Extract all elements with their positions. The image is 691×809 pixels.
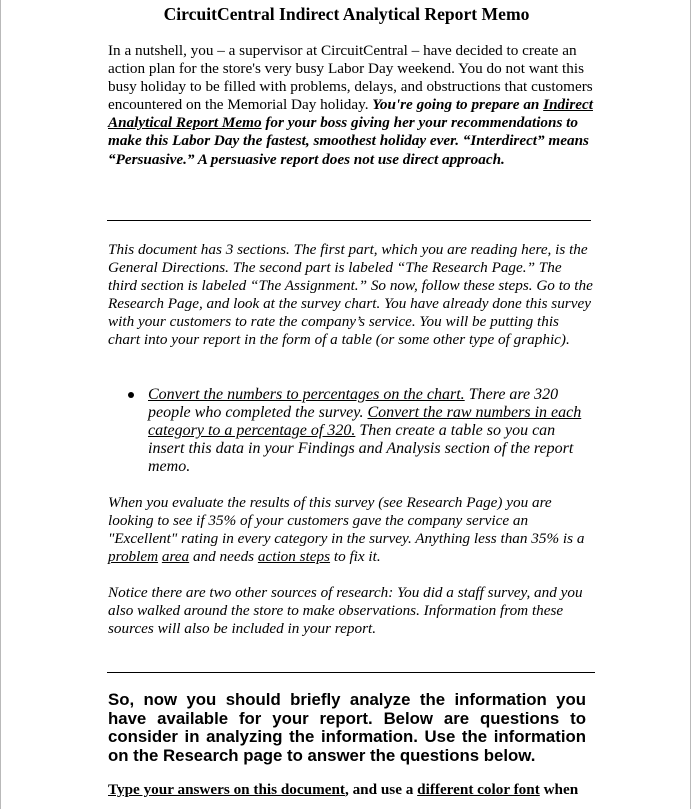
different-color-font-underlined: different color font — [417, 781, 540, 798]
memo-title: CircuitCentral Indirect Analytical Report Memo — [163, 4, 530, 24]
bullet-instruction-1: Convert the numbers to percentages on the chart. — [148, 386, 465, 403]
bullet-text-1: There are 320 people who completed the survey. — [148, 386, 559, 421]
bullet-text-2: Then create a table so you can insert this data in your Findings and Analysis section of the report memo. — [148, 422, 574, 475]
type-answers-text-1: , and use a — [344, 781, 418, 798]
section-divider-2 — [107, 672, 595, 673]
bullet-instruction-2: Convert the raw numbers in each category to a percentage of 320. — [148, 404, 582, 439]
type-answers-text-2: when — [539, 781, 579, 798]
intro-emphasis-start: You're going to prepare an — [372, 96, 544, 114]
type-answers-underlined: Type your answers on this document — [108, 781, 345, 798]
steps-list — [108, 386, 594, 476]
evaluate-underline-area: area — [161, 548, 190, 566]
evaluate-text-3: and needs — [189, 548, 258, 566]
type-answers-instruction — [108, 781, 594, 799]
section-divider-1 — [107, 220, 591, 221]
list-item — [108, 386, 594, 476]
analyze-instructions: So, now you should briefly analyze the information you have available for your report. Below are questions to consider in analyzing the information. Use the information on the Research page to answer the questions below. — [108, 690, 586, 765]
evaluate-text-4: to fix it. — [330, 548, 381, 566]
evaluate-underline-action-steps: action steps — [257, 548, 331, 566]
evaluate-paragraph — [108, 494, 594, 566]
general-directions-paragraph: This document has 3 sections. The first part, which you are reading here, is the General Directions. The second part is labeled “The Research Page.” The third section is labeled “The Assignment.” So now, follow these steps. Go to the Research Page, and look at the survey chart. You have already done this survey with your customers to rate the company’s service. You will be putting this chart into your report in the form of a table (or some other type of graphic). — [108, 241, 593, 349]
intro-text: In a nutshell, you – a supervisor at CircuitCentral – have decided to create an action plan for the store's very busy Labor Day weekend. You do not want this busy holiday to be filled with problems, delays, and obstructions that customers encountered on the Memorial Day holiday. — [108, 42, 593, 114]
intro-emphasis-end: for your boss giving her your recommendations to make this Labor Day the fastest, smoothest holiday ever. “Interdirect” means “Persuasive.” A persuasive report does not use direct approach. — [108, 114, 589, 168]
notice-paragraph: Notice there are two other sources of research: You did a staff survey, and you also walked around the store to make observations. Information from these sources will also be included in your report. — [108, 584, 583, 638]
bullet-icon — [128, 392, 134, 398]
intro-emphasis-underlined: Indirect Analytical Report Memo — [108, 96, 593, 132]
intro-paragraph — [108, 42, 594, 169]
evaluate-underline-problem: problem — [108, 548, 159, 566]
evaluate-text-1: When you evaluate the results of this survey (see Research Page) you are looking to see if 35% of your customers gave the company service an "Excellent" rating in every category in the survey. Anything less than 35% is a — [108, 494, 585, 548]
